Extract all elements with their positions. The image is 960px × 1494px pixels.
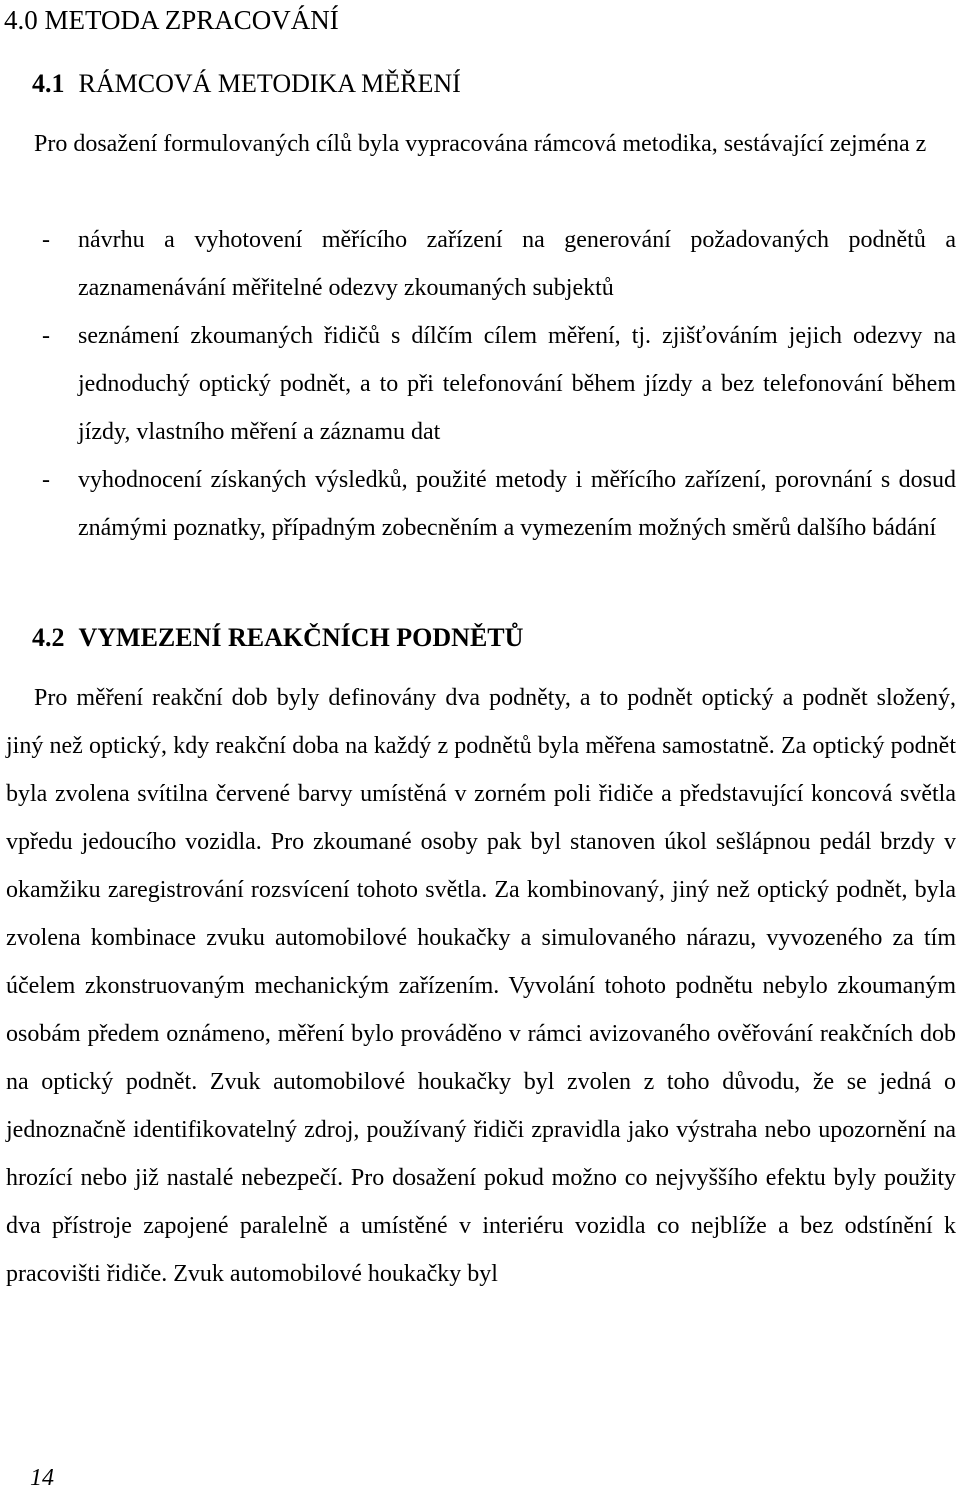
section-number: 4.1	[32, 69, 65, 98]
method-list	[0, 216, 956, 552]
section-heading-4-1	[32, 66, 461, 102]
page-number: 14	[30, 1465, 54, 1491]
section-number: 4.2	[32, 623, 65, 652]
list-dash: -	[42, 467, 50, 493]
section-title: VYMEZENÍ REAKČNÍCH PODNĚTŮ	[78, 623, 524, 652]
list-dash: -	[42, 323, 50, 349]
section-title: RÁMCOVÁ METODIKA MĚŘENÍ	[78, 69, 461, 98]
list-item	[0, 312, 956, 456]
list-item-text: návrhu a vyhotovení měřícího zařízení na generování požadovaných podnětů a zaznamenávání měřitelné odezvy zkoumaných subjektů	[78, 227, 956, 301]
body-paragraph: Pro měření reakční dob byly definovány dva podněty, a to podnět optický a podnět složený, jiný než optický, kdy reakční doba na každý z podnětů byla měřena samostatně. Za optický podnět byla zvolena svítilna červené barvy umístěná v zorném poli řidiče a představující koncová světla vpředu jedoucího vozidla. Pro zkoumané osoby pak byl stanoven úkol sešlápnou pedál brzdy v okamžiku zaregistrování rozsvícení tohoto světla. Za kombinovaný, jiný než optický podnět, byla zvolena kombinace zvuku automobilové houkačky a simulovaného nárazu, vyvozeného za tím účelem zkonstruovaným mechanickým zařízením. Vyvolání tohoto podnětu nebylo zkoumaným osobám předem oznámeno, měření bylo prováděno v rámci avizovaného ověřování reakčních dob na optický podnět. Zvuk automobilové houkačky byl zvolen z toho důvodu, že se jedná o jednoznačně identifikovatelný zdroj, používaný řidiči zpravidla jako výstraha nebo upozornění na hrozící nebo již nastalé nebezpečí. Pro dosažení pokud možno co nejvyššího efektu byly použity dva přístroje zapojené paralelně a umístěné v interiéru vozidla co nejblíže a bez odstínění k pracovišti řidiče. Zvuk automobilové houkačky byl	[6, 685, 956, 1287]
list-item-text: seznámení zkoumaných řidičů s dílčím cílem měření, tj. zjišťováním jejich odezvy na jednoduchý optický podnět, a to při telefonování během jízdy a bez telefonování během jízdy, vlastního měření a záznamu dat	[78, 323, 956, 445]
chapter-heading: 4.0 METODA ZPRACOVÁNÍ	[4, 5, 339, 35]
intro-paragraph: Pro dosažení formulovaných cílů byla vypracována rámcová metodika, sestávající zejména z	[34, 131, 927, 157]
list-item	[0, 216, 956, 312]
list-item	[0, 456, 956, 552]
list-dash: -	[42, 227, 50, 253]
section-heading-4-2	[32, 620, 523, 656]
list-item-text: vyhodnocení získaných výsledků, použité metody i měřícího zařízení, porovnání s dosud známými poznatky, případným zobecněním a vymezením možných směrů dalšího bádání	[78, 467, 956, 541]
